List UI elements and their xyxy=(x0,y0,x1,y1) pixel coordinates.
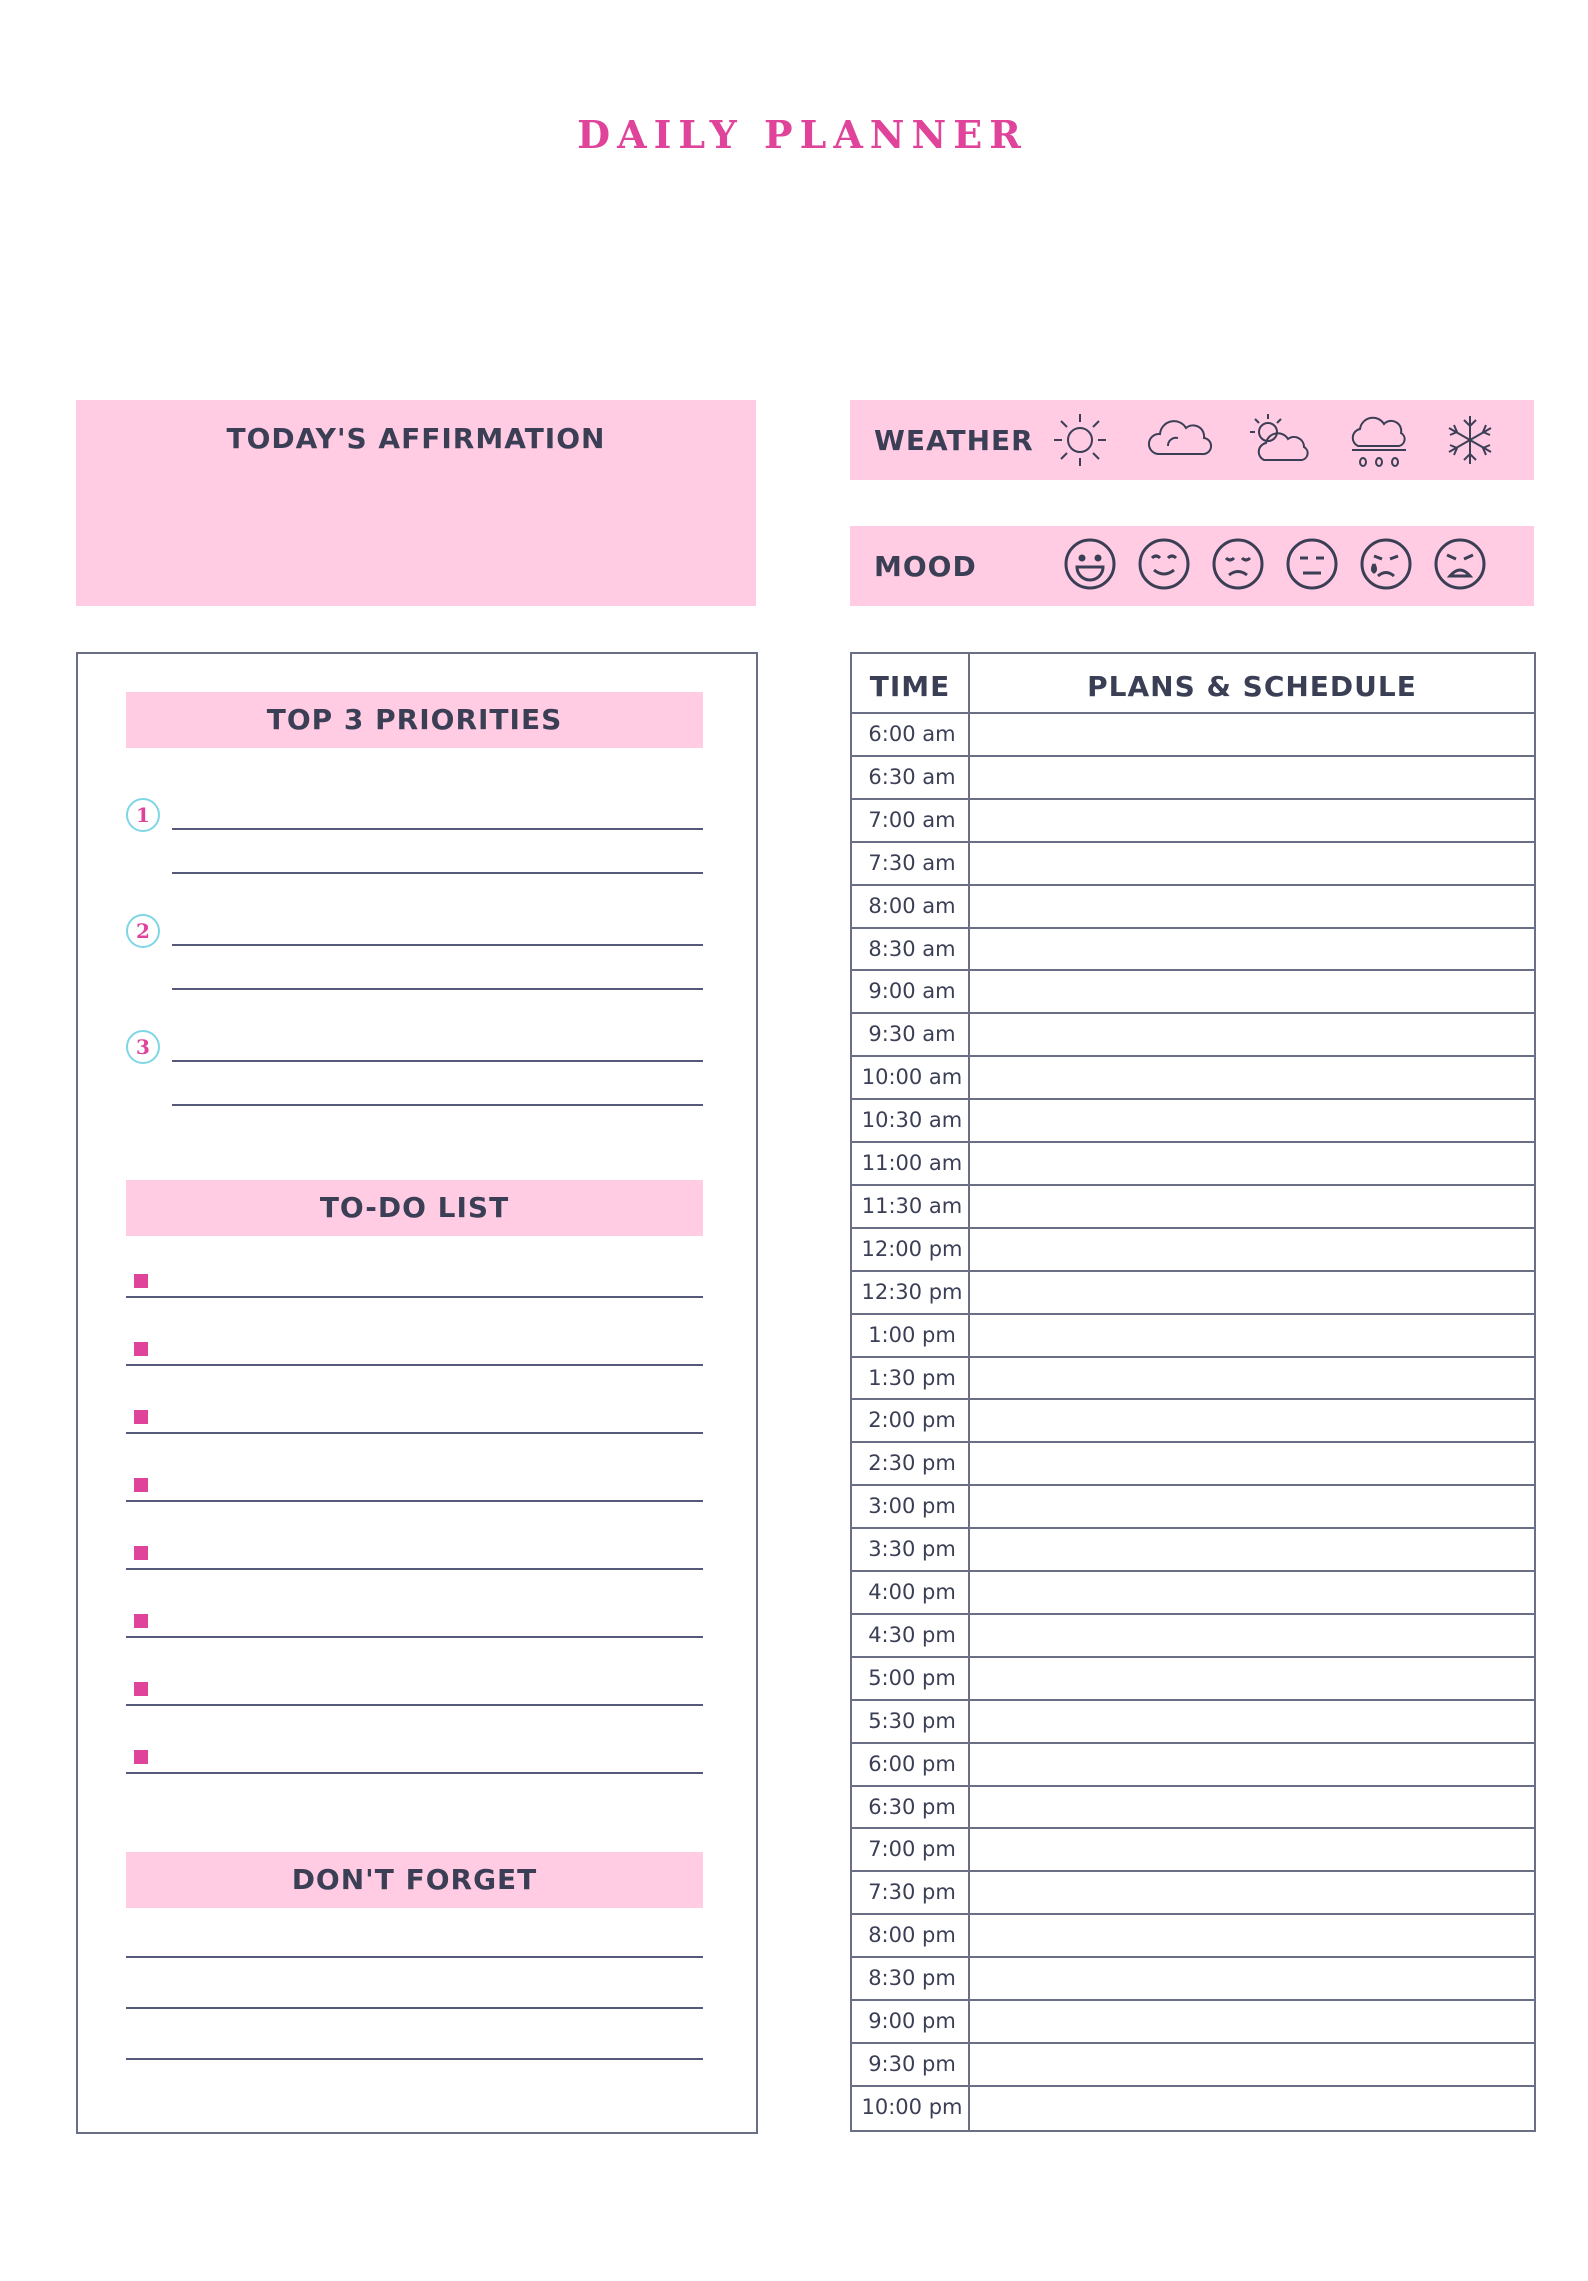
affirmation-box[interactable] xyxy=(76,400,756,606)
priorities-heading: TOP 3 PRIORITIES xyxy=(126,692,703,748)
todo-line[interactable] xyxy=(126,1704,703,1706)
weather-bar xyxy=(850,400,1534,480)
mood-label: MOOD xyxy=(874,550,977,583)
time-cell: 4:00 pm xyxy=(868,1580,956,1604)
time-cell: 8:00 pm xyxy=(868,1923,956,1948)
priority-number-3: 3 xyxy=(126,1030,160,1064)
page-title: DAILY PLANNER xyxy=(577,112,1028,157)
plan-cell[interactable] xyxy=(970,757,1534,798)
time-cell: 6:30 am xyxy=(868,764,956,789)
time-cell: 10:30 am xyxy=(861,1108,963,1133)
plan-cell[interactable] xyxy=(970,714,1534,755)
priority-line[interactable] xyxy=(172,1060,703,1062)
todo-bullet[interactable] xyxy=(134,1750,148,1764)
time-cell: 8:30 am xyxy=(868,936,956,961)
priority-line[interactable] xyxy=(172,828,703,830)
mood-bar xyxy=(850,526,1534,606)
sad-face-icon[interactable] xyxy=(1210,536,1266,592)
plan-cell[interactable] xyxy=(970,886,1534,927)
plan-cell[interactable] xyxy=(970,1229,1534,1270)
plan-cell[interactable] xyxy=(970,1658,1534,1699)
time-cell: 5:00 pm xyxy=(868,1665,956,1690)
todo-line[interactable] xyxy=(126,1500,703,1502)
grinning-face-icon[interactable] xyxy=(1062,536,1118,592)
plan-cell[interactable] xyxy=(970,1486,1534,1527)
plan-cell[interactable] xyxy=(970,1143,1534,1184)
time-cell: 6:00 am xyxy=(868,722,956,746)
plan-cell[interactable] xyxy=(970,1358,1534,1399)
partly-cloudy-icon[interactable] xyxy=(1246,410,1314,470)
todo-line[interactable] xyxy=(126,1772,703,1774)
plan-cell[interactable] xyxy=(970,1315,1534,1356)
todo-line[interactable] xyxy=(126,1432,703,1434)
plan-cell[interactable] xyxy=(970,1615,1534,1656)
plan-cell[interactable] xyxy=(970,1529,1534,1570)
plan-cell[interactable] xyxy=(970,1057,1534,1098)
todo-line[interactable] xyxy=(126,1364,703,1366)
todo-bullet[interactable] xyxy=(134,1478,148,1492)
plan-cell[interactable] xyxy=(970,1186,1534,1227)
todo-bullet[interactable] xyxy=(134,1342,148,1356)
plan-cell[interactable] xyxy=(970,1787,1534,1828)
time-cell: 7:00 pm xyxy=(868,1837,956,1862)
time-cell: 7:30 pm xyxy=(868,1880,956,1905)
plan-cell[interactable] xyxy=(970,1701,1534,1742)
time-cell: 8:30 pm xyxy=(868,1966,956,1991)
schedule-table xyxy=(850,652,1536,2132)
time-cell: 11:30 am xyxy=(861,1193,963,1218)
time-cell: 8:00 am xyxy=(868,893,956,918)
dont-forget-heading: DON'T FORGET xyxy=(126,1852,703,1908)
plan-cell[interactable] xyxy=(970,1014,1534,1055)
todo-bullet[interactable] xyxy=(134,1614,148,1628)
todo-bullet[interactable] xyxy=(134,1682,148,1696)
plan-cell[interactable] xyxy=(970,1400,1534,1441)
time-cell: 4:30 pm xyxy=(868,1622,956,1647)
time-cell: 9:30 pm xyxy=(868,2051,956,2076)
time-cell: 10:00 am xyxy=(861,1065,963,1090)
priority-line[interactable] xyxy=(172,988,703,990)
weather-label: WEATHER xyxy=(874,424,1034,457)
time-cell: 7:30 am xyxy=(868,850,956,875)
todo-bullet[interactable] xyxy=(134,1410,148,1424)
plan-cell[interactable] xyxy=(970,2001,1534,2042)
plan-cell[interactable] xyxy=(970,971,1534,1012)
time-cell: 2:30 pm xyxy=(868,1451,956,1476)
dont-forget-line[interactable] xyxy=(126,1956,703,1958)
priority-number-2: 2 xyxy=(126,914,160,948)
todo-line[interactable] xyxy=(126,1296,703,1298)
rain-cloud-icon[interactable] xyxy=(1346,410,1412,470)
anguished-face-icon[interactable] xyxy=(1432,536,1488,592)
plan-cell[interactable] xyxy=(970,1829,1534,1870)
time-cell: 1:00 pm xyxy=(868,1322,956,1347)
time-cell: 9:00 pm xyxy=(868,2009,956,2033)
priority-number-1: 1 xyxy=(126,798,160,832)
todo-bullet[interactable] xyxy=(134,1546,148,1560)
priority-line[interactable] xyxy=(172,872,703,874)
time-cell: 7:00 am xyxy=(868,807,956,832)
left-panel xyxy=(76,652,758,2134)
time-cell: 2:00 pm xyxy=(868,1408,956,1433)
plan-cell[interactable] xyxy=(970,1272,1534,1313)
plan-cell[interactable] xyxy=(970,1958,1534,1999)
plan-cell[interactable] xyxy=(970,843,1534,884)
plan-cell[interactable] xyxy=(970,1744,1534,1785)
plan-cell[interactable] xyxy=(970,1572,1534,1613)
plan-cell[interactable] xyxy=(970,1872,1534,1913)
plan-cell[interactable] xyxy=(970,1443,1534,1484)
affirmation-heading: TODAY'S AFFIRMATION xyxy=(226,422,606,455)
dont-forget-line[interactable] xyxy=(126,2007,703,2009)
time-cell: 1:30 pm xyxy=(868,1365,956,1390)
plan-cell[interactable] xyxy=(970,2044,1534,2085)
time-cell: 3:30 pm xyxy=(868,1537,956,1562)
todo-heading: TO-DO LIST xyxy=(126,1180,703,1236)
plans-header: PLANS & SCHEDULE xyxy=(1087,670,1417,703)
plan-cell[interactable] xyxy=(970,1100,1534,1141)
cloud-icon[interactable] xyxy=(1146,410,1212,470)
smiling-face-icon[interactable] xyxy=(1136,536,1192,592)
time-cell: 5:30 pm xyxy=(868,1708,956,1733)
todo-line[interactable] xyxy=(126,1636,703,1638)
todo-bullet[interactable] xyxy=(134,1274,148,1288)
sun-icon[interactable] xyxy=(1050,410,1110,470)
plan-cell[interactable] xyxy=(970,800,1534,841)
time-cell: 12:00 pm xyxy=(861,1236,963,1261)
priority-line[interactable] xyxy=(172,944,703,946)
neutral-face-icon[interactable] xyxy=(1284,536,1340,592)
time-cell: 12:30 pm xyxy=(861,1279,963,1304)
time-cell: 9:30 am xyxy=(868,1022,956,1047)
dont-forget-line[interactable] xyxy=(126,2058,703,2060)
time-cell: 6:30 pm xyxy=(868,1794,956,1819)
time-cell: 6:00 pm xyxy=(868,1751,956,1776)
priority-line[interactable] xyxy=(172,1104,703,1106)
plan-cell[interactable] xyxy=(970,2087,1534,2128)
time-cell: 3:00 pm xyxy=(868,1494,956,1519)
plan-cell[interactable] xyxy=(970,929,1534,970)
plan-cell[interactable] xyxy=(970,1915,1534,1956)
time-header: TIME xyxy=(869,670,951,703)
snowflake-icon[interactable] xyxy=(1440,410,1500,470)
time-cell: 9:00 am xyxy=(868,979,956,1004)
todo-line[interactable] xyxy=(126,1568,703,1570)
crying-face-icon[interactable] xyxy=(1358,536,1414,592)
time-cell: 11:00 am xyxy=(861,1151,963,1175)
time-cell: 10:00 pm xyxy=(861,2094,963,2119)
